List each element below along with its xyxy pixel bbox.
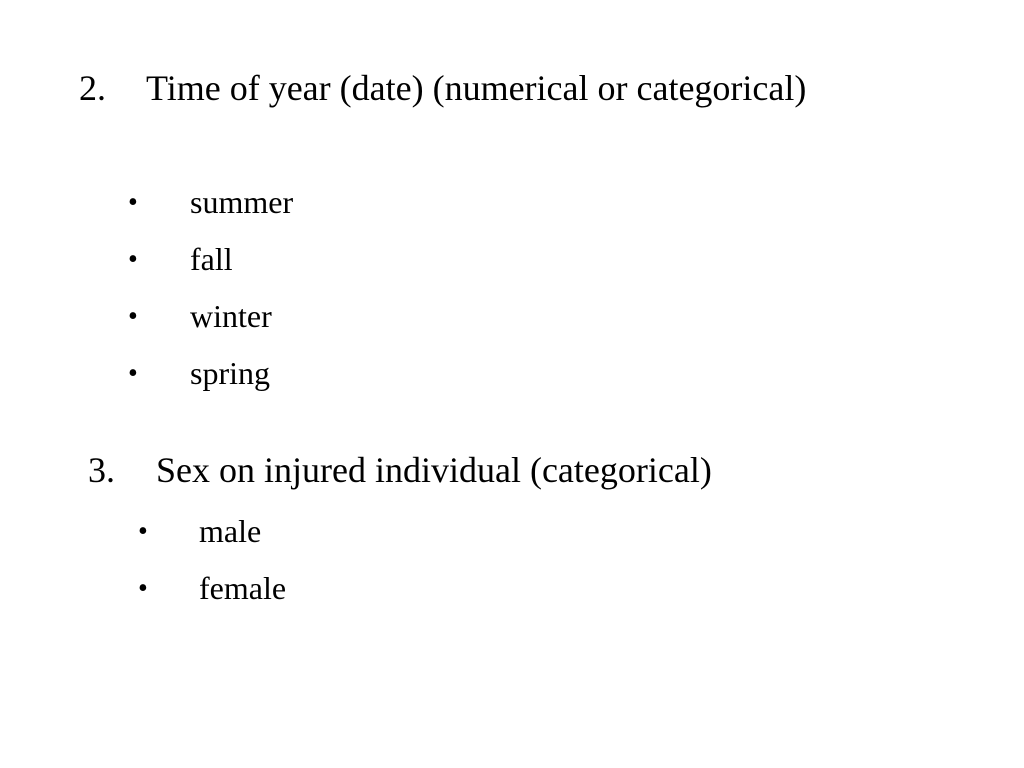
bullet-label: fall (190, 241, 233, 277)
bullet-list (128, 174, 528, 402)
bullet-label: female (199, 570, 287, 606)
bullet-item-male (138, 503, 538, 560)
bullet-item-female (138, 560, 538, 617)
bullet-icon: • (128, 358, 138, 389)
bullet-label: male (199, 513, 262, 549)
item-heading: Sex on injured individual (categorical) (156, 450, 712, 490)
bullet-label: summer (190, 184, 294, 220)
bullet-icon: • (128, 301, 138, 332)
bullet-icon: • (128, 244, 138, 275)
item-heading: Time of year (date) (numerical or categorical) (146, 68, 807, 108)
bullet-list (138, 503, 538, 617)
bullet-icon: • (138, 516, 148, 547)
bullet-icon: • (128, 187, 138, 218)
bullet-icon: • (138, 573, 148, 604)
item-number: 2. (79, 68, 106, 108)
bullet-item-summer (128, 174, 528, 231)
item-number: 3. (88, 450, 115, 490)
bullet-item-winter (128, 288, 528, 345)
bullet-item-spring (128, 345, 528, 402)
bullet-label: winter (190, 298, 272, 334)
bullet-label: spring (190, 355, 270, 391)
bullet-item-fall (128, 231, 528, 288)
